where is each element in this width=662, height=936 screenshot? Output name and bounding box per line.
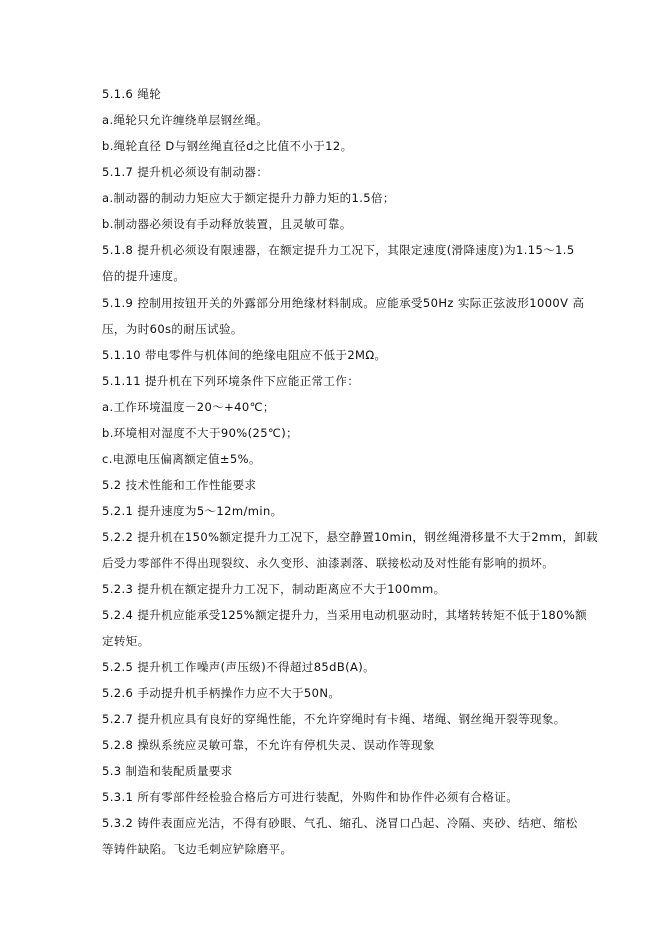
paragraph-line: b.绳轮直径 D与钢丝绳直径d之比值不小于12。	[102, 139, 353, 153]
paragraph-line: 等铸件缺陷。飞边毛刺应铲除磨平。	[102, 842, 293, 856]
paragraph-line: a.制动器的制动力矩应大于额定提升力静力矩的1.5倍；	[102, 191, 395, 205]
section-heading: 5.3 制造和装配质量要求	[102, 764, 233, 778]
paragraph-line: 倍的提升速度。	[102, 269, 186, 283]
paragraph-line: 5.3.1 所有零部件经检验合格后方可进行装配，外购件和协作件必须有合格证。	[102, 790, 519, 804]
paragraph-line: 5.3.2 铸件表面应光洁，不得有砂眼、气孔、缩孔、浇冒口凸起、冷隔、夹砂、结疤、缩松	[102, 816, 578, 830]
paragraph-line: 5.2.5 提升机工作噪声(声压级)不得超过85dB(A)。	[102, 660, 376, 674]
section-heading: 5.2 技术性能和工作性能要求	[102, 478, 257, 492]
section-heading: 5.1.7 提升机必须设有制动器：	[102, 165, 269, 179]
paragraph-line: 5.1.8 提升机必须设有限速器，在额定提升力工况下，其限定速度(滑降速度)为1.15～1.5	[102, 243, 575, 257]
paragraph-line: 定转矩。	[102, 634, 150, 648]
paragraph-line: 5.2.1 提升速度为5～12m/min。	[102, 504, 283, 518]
paragraph-line: 压，为时60s的耐压试验。	[102, 322, 243, 336]
paragraph-line: a.绳轮只允许缠绕单层钢丝绳。	[102, 113, 269, 127]
paragraph-line: 5.1.10 带电零件与机体间的绝缘电阻应不低于2MΩ。	[102, 348, 387, 362]
section-heading: 5.1.11 提升机在下列环境条件下应能正常工作：	[102, 374, 360, 388]
paragraph-line: 5.2.2 提升机在150%额定提升力工况下，悬空静置10min，钢丝绳滑移量不大于2mm，卸载	[102, 530, 599, 544]
section-heading: 5.1.6 绳轮	[102, 87, 162, 101]
paragraph-line: 5.2.3 提升机在额定提升力工况下，制动距离应不大于100mm。	[102, 582, 446, 596]
paragraph-line: 5.2.4 提升机应能承受125%额定提升力，当采用电动机驱动时，其堵转转矩不低于180%额	[102, 608, 588, 622]
paragraph-line: b.制动器必须设有手动释放装置，且灵敏可靠。	[102, 217, 352, 231]
paragraph-line: b.环境相对湿度不大于90%(25℃)；	[102, 426, 299, 440]
paragraph-line: 5.1.9 控制用按钮开关的外露部分用绝缘材料制成。应能承受50Hz 实际正弦波形1000V 高	[102, 296, 585, 310]
paragraph-line: 后受力零部件不得出现裂纹、永久变形、油漆剥落、联接松动及对性能有影响的损坏。	[102, 556, 555, 570]
paragraph-line: 5.2.8 操纵系统应灵敏可靠，不允许有停机失灵、误动作等现象	[102, 738, 435, 752]
paragraph-line: a.工作环境温度－20～+40℃；	[102, 400, 275, 414]
paragraph-line: 5.2.6 手动提升机手柄操作力应不大于50N。	[102, 686, 341, 700]
paragraph-line: c.电源电压偏离额定值±5%。	[102, 452, 261, 466]
paragraph-line: 5.2.7 提升机应具有良好的穿绳性能，不允许穿绳时有卡绳、堵绳、钢丝绳开裂等现象。	[102, 712, 566, 726]
